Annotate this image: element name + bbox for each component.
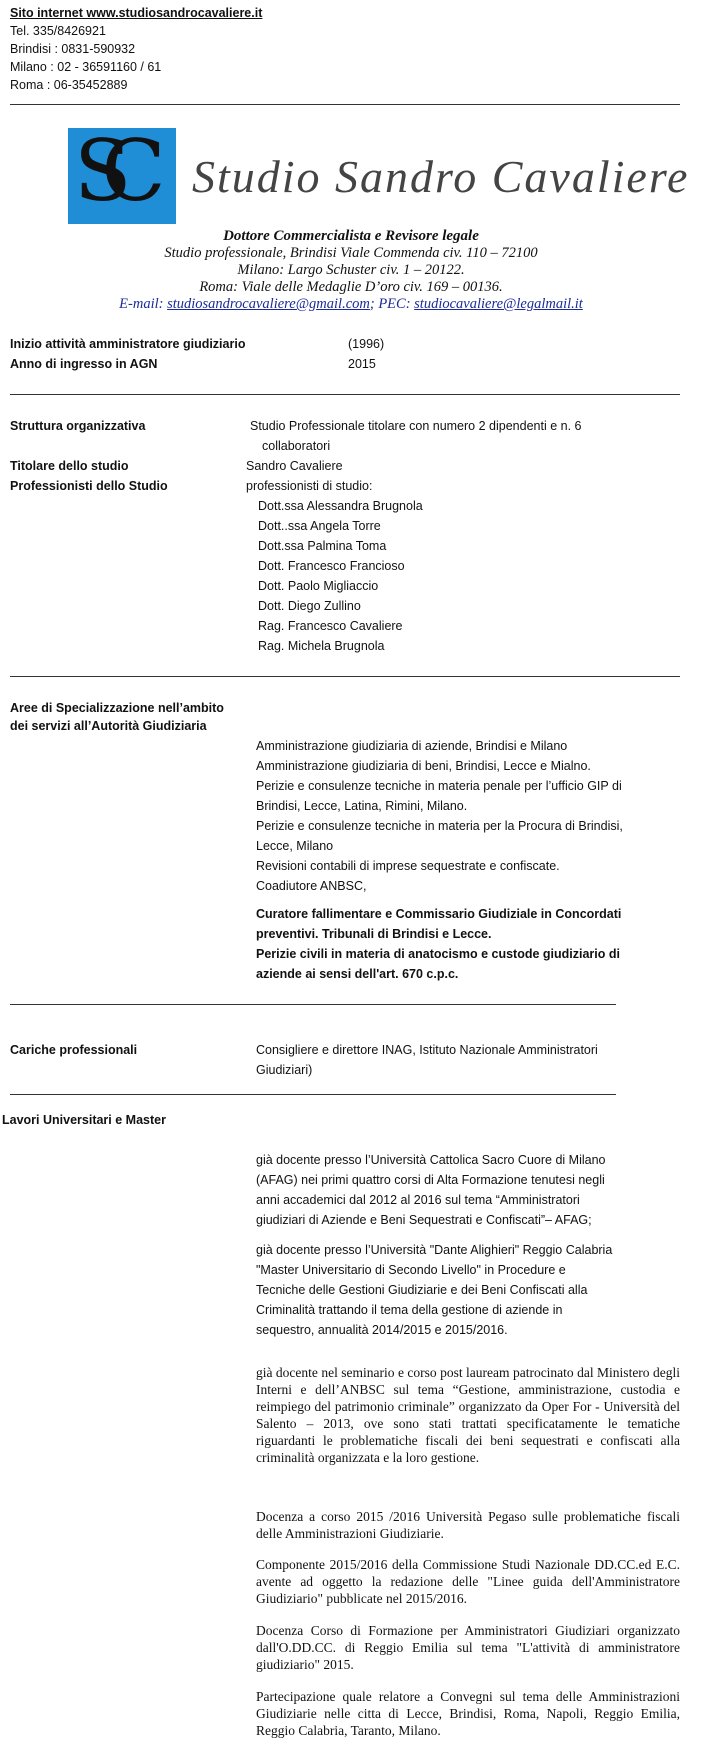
academic-paragraph-1 <box>256 1150 605 1230</box>
address-roma: Roma: Viale delle Medaglie D’oro civ. 169 – 00136. <box>199 279 503 295</box>
divider <box>10 676 680 677</box>
text-line: anni accademici dal 2012 al 2016 sul tema “Amministratori <box>256 1193 580 1207</box>
list-item: Dott.ssa Alessandra Brugnola <box>258 499 423 513</box>
text-line: (AFAG) nei primi quattro corsi di Alta Formazione tenutesi negli <box>256 1173 605 1187</box>
academic-paragraph-5: Componente 2015/2016 della Commissione Studi Nazionale DD.CC.ed E.C. avente ad oggetto la redazione delle "Linee guida dell'Amministratore Giudiziario" pubblicate nel 2015/2016. <box>256 1557 680 1606</box>
academic-paragraph-4: Docenza a corso 2015 /2016 Università Pegaso sulle problematiche fiscali delle Amministrazioni Giudiziarie. <box>256 1509 680 1541</box>
professionals-value: professionisti di studio: <box>246 479 373 493</box>
academic-paragraph-7: Partecipazione quale relatore a Convegni sul tema delle Amministrazioni Giudiziarie nelle citta di Lecce, Brindisi, Roma, Napoli, Reggio Emilia, Reggio Calabria, Taranto, Milano. <box>256 1689 680 1738</box>
owner-value: Sandro Cavaliere <box>246 459 343 473</box>
list-item: Curatore fallimentare e Commissario Giudiziale in Concordati <box>256 907 622 921</box>
list-item: Dott. Paolo Migliaccio <box>258 579 379 593</box>
specialization-label: Aree di Specializzazione nell’ambito <box>10 701 224 715</box>
list-item: Dott.ssa Palmina Toma <box>258 539 387 553</box>
text-line: Tecniche delle Gestioni Giudiziarie e dei Beni Confiscati alla <box>256 1283 588 1297</box>
roma-phone: Roma : 06-35452889 <box>10 78 128 92</box>
owner-label: Titolare dello studio <box>10 459 129 473</box>
academic-label: Lavori Universitari e Master <box>2 1113 166 1127</box>
address-brindisi: Studio professionale, Brindisi Viale Commenda civ. 110 – 72100 <box>164 245 538 261</box>
members-list <box>258 496 423 656</box>
agn-value: 2015 <box>348 357 376 371</box>
milano-phone: Milano : 02 - 36591160 / 61 <box>10 60 162 74</box>
text-line: "Master Universitario di Secondo Livello" in Procedure e <box>256 1263 566 1277</box>
list-item: aziende ai sensi dell'art. 670 c.p.c. <box>256 967 459 981</box>
divider <box>10 394 680 395</box>
specialization-bold-list <box>256 904 621 984</box>
org-value: Studio Professionale titolare con numero 2 dipendenti e n. 6 <box>250 419 582 433</box>
list-item: Perizie civili in materia di anatocismo e custode giudiziario di <box>256 947 620 961</box>
list-item: Perizie e consulenze tecniche in materia per la Procura di Brindisi, <box>256 819 623 833</box>
brindisi-phone: Brindisi : 0831-590932 <box>10 42 136 56</box>
list-item: Amministrazione giudiziaria di beni, Brindisi, Lecce e Mialno. <box>256 759 591 773</box>
text-line: Criminalità trattando il tema della gestione di aziende in <box>256 1303 563 1317</box>
roles-value-cont: Giudiziari) <box>256 1063 313 1077</box>
agn-label: Anno di ingresso in AGN <box>10 357 158 371</box>
org-value-cont: collaboratori <box>262 439 331 453</box>
list-item: Coadiutore ANBSC, <box>256 879 367 893</box>
professionals-label: Professionisti dello Studio <box>10 479 168 493</box>
list-item: Dott..ssa Angela Torre <box>258 519 381 533</box>
list-item: Dott. Francesco Francioso <box>258 559 405 573</box>
pec-link[interactable]: studiocavaliere@legalmail.it <box>414 296 583 312</box>
list-item: Brindisi, Lecce, Latina, Rimini, Milano. <box>256 799 468 813</box>
email-line <box>0 296 702 313</box>
studio-logo <box>68 122 176 224</box>
text-line: già docente presso l’Università "Dante Alighieri" Reggio Calabria <box>256 1243 613 1257</box>
tel-line: Tel. 335/8426921 <box>10 24 106 38</box>
address-milano: Milano: Largo Schuster civ. 1 – 20122. <box>237 262 465 278</box>
start-label: Inizio attività amministratore giudiziario <box>10 337 246 351</box>
logo-monogram: SC <box>74 122 136 220</box>
pec-label: ; PEC: <box>369 296 411 312</box>
list-item: Perizie e consulenze tecniche in materia penale per l’ufficio GIP di <box>256 779 622 793</box>
text-line: già docente presso l’Università Cattolica Sacro Cuore di Milano <box>256 1153 606 1167</box>
list-item: preventivi. Tribunali di Brindisi e Lecce. <box>256 927 492 941</box>
specialization-label-cont: dei servizi all’Autorità Giudiziaria <box>10 719 207 733</box>
text-line: giudiziari di Aziende e Beni Sequestrati e Confiscati”– AFAG; <box>256 1213 592 1227</box>
start-value: (1996) <box>348 337 385 351</box>
divider <box>10 104 680 105</box>
roles-value: Consigliere e direttore INAG, Istituto Nazionale Amministratori <box>256 1043 598 1057</box>
specialization-list <box>256 736 623 896</box>
script-studio-name: Studio Sandro Cavaliere <box>192 151 690 202</box>
divider <box>10 1004 616 1005</box>
list-item: Rag. Francesco Cavaliere <box>258 619 403 633</box>
email-link[interactable]: studiosandrocavaliere@gmail.com <box>167 296 370 312</box>
roles-label: Cariche professionali <box>10 1043 138 1057</box>
divider <box>10 1094 616 1095</box>
academic-paragraph-2 <box>256 1240 612 1340</box>
list-item: Dott. Diego Zullino <box>258 599 361 613</box>
list-item: Revisioni contabili di imprese sequestrate e confiscate. <box>256 859 560 873</box>
email-label: E-mail: <box>119 296 164 312</box>
list-item: Amministrazione giudiziaria di aziende, Brindisi e Milano <box>256 739 568 753</box>
list-item: Rag. Michela Brugnola <box>258 639 385 653</box>
org-label: Struttura organizzativa <box>10 419 146 433</box>
list-item: Lecce, Milano <box>256 839 334 853</box>
professional-title: Dottore Commercialista e Revisore legale <box>223 228 479 244</box>
academic-paragraph-6: Docenza Corso di Formazione per Amministratori Giudiziari organizzato dall'O.DD.CC. di Reggio Emilia sul tema "L'attività di amministratore giudiziario" 2015. <box>256 1623 680 1672</box>
academic-paragraph-3: già docente nel seminario e corso post lauream patrocinato dal Ministero degli Interni e dell’ANBSC sul tema “Gestione, amministrazione, custodia e reimpiego del patrimonio criminale” organizzato da Oper For - Università del Salento – 2013, ove sono stati trattati specificatamente le tematiche riguardanti le problematiche fiscali dei beni sequestrati e confiscati alla criminalità organizzata e la loro gestione. <box>256 1365 680 1465</box>
website-link[interactable]: Sito internet www.studiosandrocavaliere.it <box>10 6 263 20</box>
contact-block <box>10 4 262 94</box>
text-line: sequestro, annualità 2014/2015 e 2015/2016. <box>256 1323 508 1337</box>
